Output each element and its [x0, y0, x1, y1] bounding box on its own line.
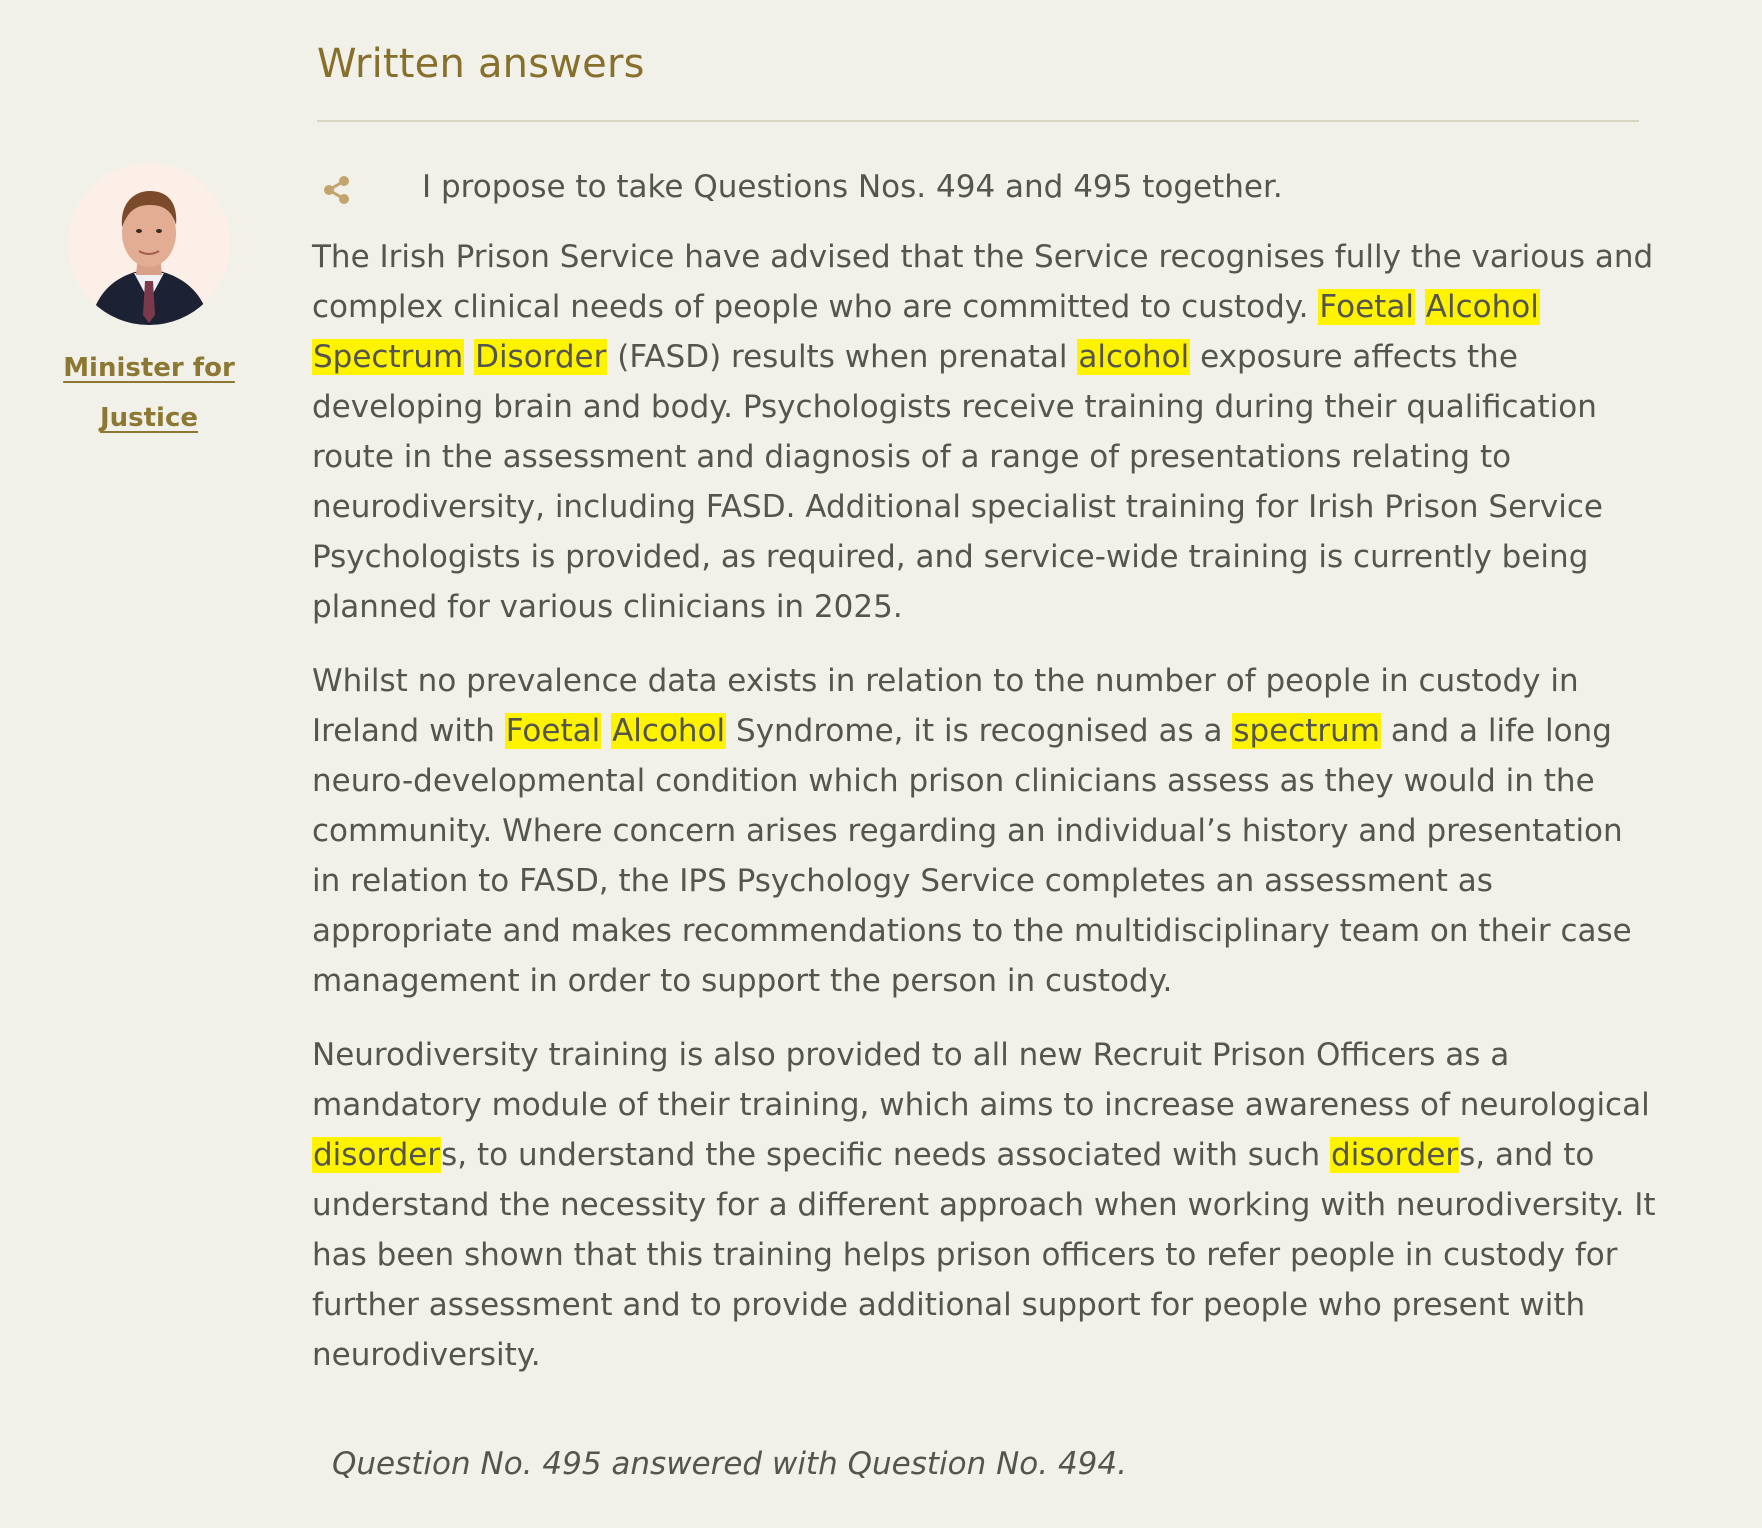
answer-intro: I propose to take Questions Nos. 494 and 495 together.	[422, 169, 1283, 205]
section-title: Written answers	[317, 41, 645, 87]
text-segment: Whilst no prevalence data exists in relation to the number of people in custody in Ireland with	[312, 663, 1579, 749]
answer-paragraph-1	[312, 232, 1657, 632]
answer-paragraph-2	[312, 656, 1657, 1006]
search-highlight: spectrum	[1233, 713, 1381, 749]
speaker-panel	[52, 163, 246, 443]
answer-paragraph-3	[312, 1030, 1657, 1380]
search-highlight: Alcohol	[612, 713, 726, 749]
speaker-role-link[interactable]	[63, 343, 235, 443]
text-segment: and a life long neuro-developmental condition which prison clinicians assess as they would in the community. Where concern arises regarding an individual’s history and presentation in relation to FASD, the IPS Psychology Service completes an assessment as appropriate and makes recommendations to the multidisciplinary team on their case management in order to support the person in custody.	[312, 713, 1632, 999]
text-segment: exposure affects the developing brain and body. Psychologists receive training during their qualification route in the assessment and diagnosis of a range of presentations relating to neurodiversity, including FASD. Additional specialist training for Irish Prison Service Psychologists is provided, as required, and service-wide training is currently being planned for various clinicians in 2025.	[312, 339, 1603, 625]
search-highlight: disorder	[313, 1137, 441, 1173]
question-note: Question No. 495 answered with Question No. 494.	[332, 1446, 1127, 1482]
divider	[317, 120, 1639, 122]
text-segment: s, to understand the specific needs associated with such	[441, 1137, 1331, 1173]
text-segment: Syndrome, it is recognised as a	[726, 713, 1233, 749]
search-highlight: Spectrum	[313, 339, 464, 375]
text-segment: s, and to understand the necessity for a different approach when working with neurodiversity. It has been shown that this training helps prison officers to refer people in custody for further assessment and to provide additional support for people who present with neurodiversity.	[312, 1137, 1656, 1373]
text-segment: (FASD) results when prenatal	[607, 339, 1078, 375]
search-highlight: alcohol	[1078, 339, 1190, 375]
speaker-role-line1: Minister for	[63, 353, 235, 383]
avatar[interactable]	[68, 163, 230, 325]
search-highlight: Alcohol	[1425, 289, 1539, 325]
speaker-role-line2: Justice	[99, 403, 199, 433]
search-highlight: Foetal	[505, 713, 601, 749]
search-highlight: disorder	[1331, 1137, 1459, 1173]
text-segment: The Irish Prison Service have advised that the Service recognises fully the various and complex clinical needs of people who are committed to custody.	[312, 239, 1654, 325]
search-highlight: Disorder	[475, 339, 607, 375]
search-highlight: Foetal	[1319, 289, 1414, 325]
text-segment: Neurodiversity training is also provided to all new Recruit Prison Officers as a mandatory module of their training, which aims to increase awareness of neurological	[312, 1037, 1650, 1123]
answer-body	[312, 162, 1657, 1404]
